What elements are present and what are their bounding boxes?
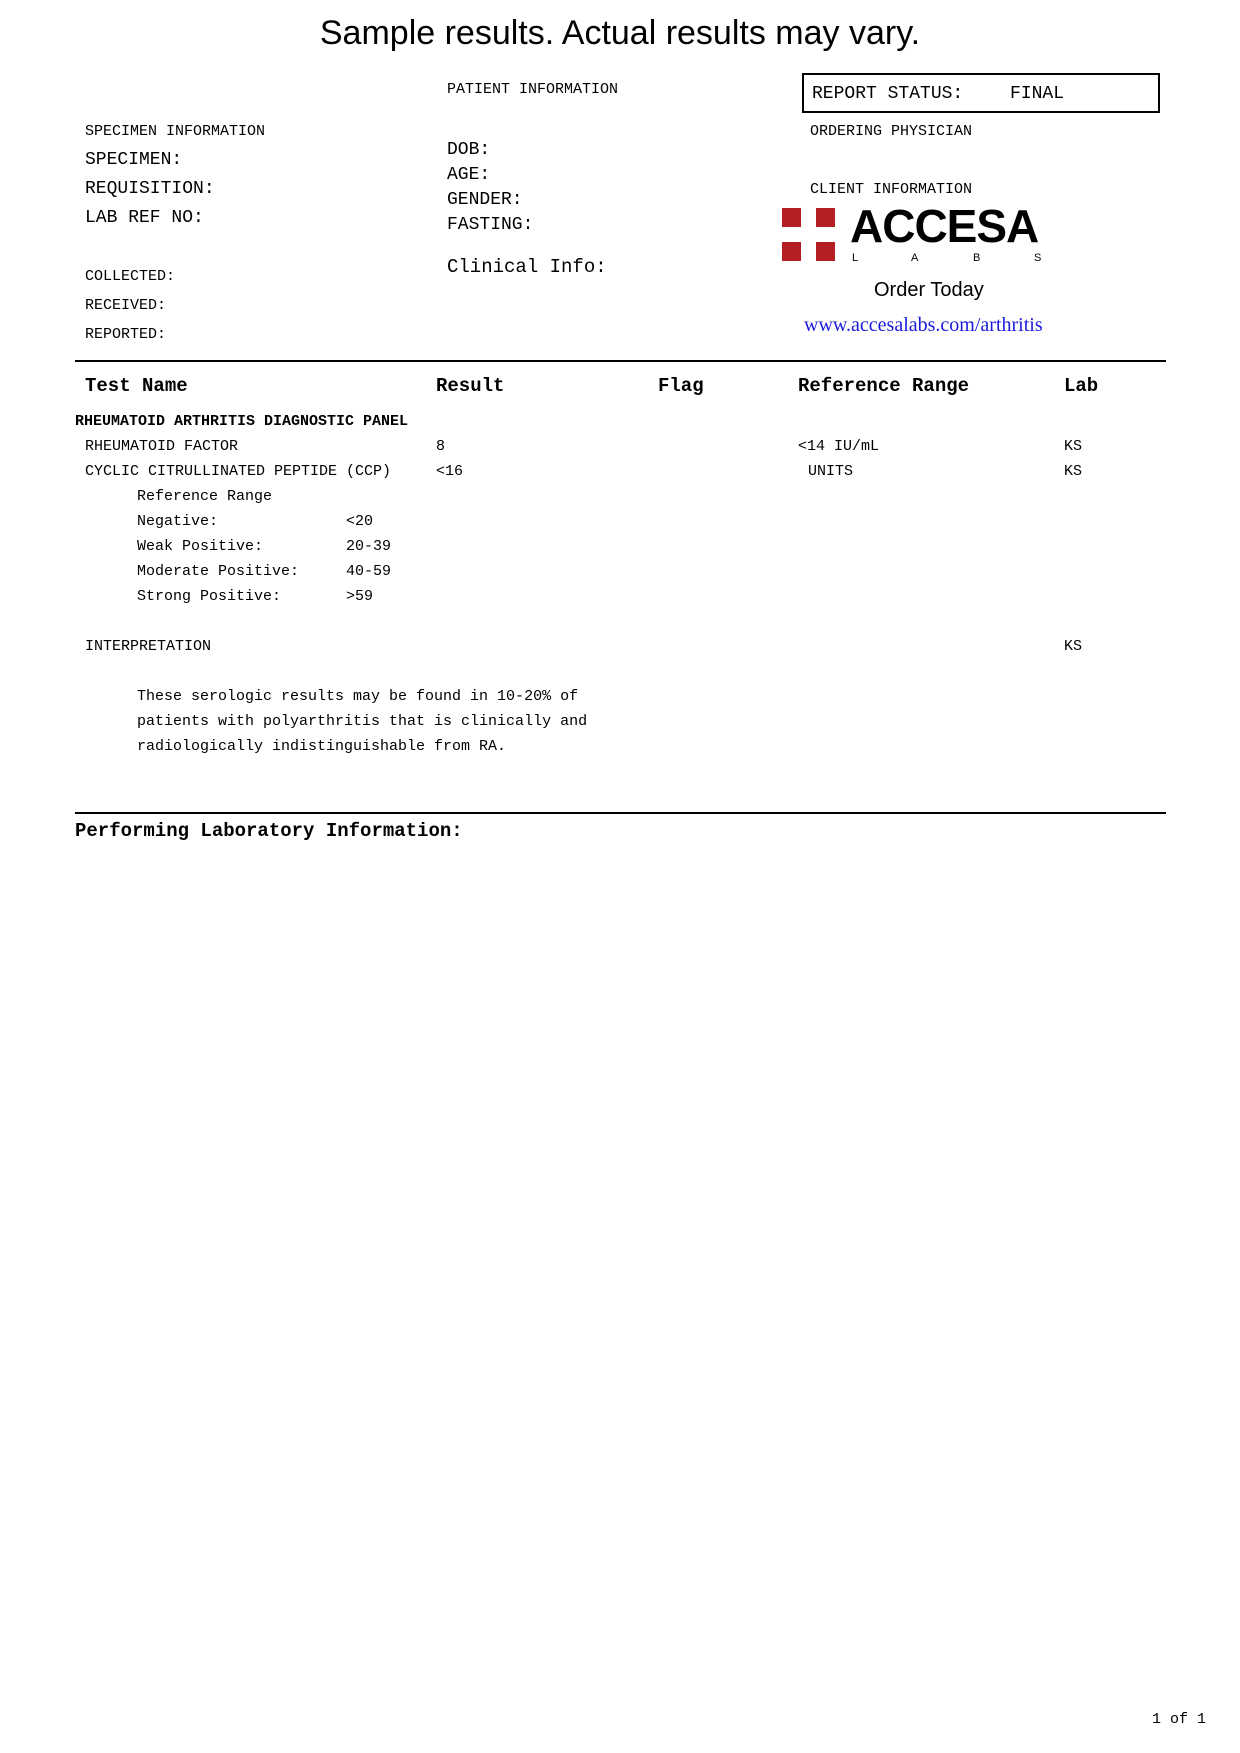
order-link[interactable]: www.accesalabs.com/arthritis [804, 314, 1043, 336]
test-lab: KS [1064, 438, 1083, 455]
panel-title: RHEUMATOID ARTHRITIS DIAGNOSTIC PANEL [75, 413, 409, 430]
sample-disclaimer: Sample results. Actual results may vary. [319, 14, 921, 52]
logo-sub-letter: A [911, 252, 919, 264]
logo-sub-letter: S [1034, 252, 1042, 264]
lab-ref-label: LAB REF NO: [85, 208, 204, 228]
specimen-info-heading: SPECIMEN INFORMATION [85, 123, 266, 140]
ref-range-value: 40-59 [346, 563, 392, 580]
interpretation-text: radiologically indistinguishable from RA. [137, 738, 507, 755]
ref-range-title: Reference Range [137, 488, 273, 505]
test-name: CYCLIC CITRULLINATED PEPTIDE (CCP) [85, 463, 392, 480]
test-reference-range: <14 IU/mL [798, 438, 880, 455]
test-name: RHEUMATOID FACTOR [85, 438, 239, 455]
ref-range-value: <20 [346, 513, 374, 530]
ref-range-value: 20-39 [346, 538, 392, 555]
col-header-flag: Flag [658, 375, 704, 397]
logo-square-icon [782, 242, 801, 261]
header-divider [75, 360, 1166, 362]
ref-range-value: >59 [346, 588, 374, 605]
logo-square-icon [782, 208, 801, 227]
report-status-label: REPORT STATUS: [812, 84, 964, 104]
footer-divider [75, 812, 1166, 814]
interpretation-text: patients with polyarthritis that is clinically and [137, 713, 588, 730]
logo-square-icon [816, 242, 835, 261]
client-info-heading: CLIENT INFORMATION [810, 181, 973, 198]
clinical-info-label: Clinical Info: [447, 256, 607, 278]
ref-range-label: Weak Positive: [137, 538, 264, 555]
col-header-result: Result [436, 375, 505, 397]
ref-range-label: Moderate Positive: [137, 563, 300, 580]
interpretation-text: These serologic results may be found in 10-20% of [137, 688, 579, 705]
col-header-test-name: Test Name [85, 375, 188, 397]
age-label: AGE: [447, 165, 491, 185]
test-lab: KS [1064, 463, 1083, 480]
patient-info-heading: PATIENT INFORMATION [447, 81, 619, 98]
interpretation-lab: KS [1064, 638, 1083, 655]
collected-label: COLLECTED: [85, 268, 176, 285]
page-number: 1 of 1 [1152, 1711, 1207, 1728]
order-today-label: Order Today [874, 279, 984, 301]
col-header-reference-range: Reference Range [798, 375, 970, 397]
logo-wordmark: ACCESA [850, 200, 1039, 252]
received-label: RECEIVED: [85, 297, 167, 314]
reported-label: REPORTED: [85, 326, 167, 343]
fasting-label: FASTING: [447, 215, 534, 235]
col-header-lab: Lab [1064, 375, 1099, 397]
test-result: 8 [436, 438, 446, 455]
test-reference-range: UNITS [808, 463, 854, 480]
ordering-physician-heading: ORDERING PHYSICIAN [810, 123, 973, 140]
performing-lab-heading: Performing Laboratory Information: [75, 820, 463, 842]
test-result: <16 [436, 463, 464, 480]
ref-range-label: Strong Positive: [137, 588, 282, 605]
logo-sub-letter: L [852, 252, 859, 264]
specimen-label: SPECIMEN: [85, 150, 183, 170]
requisition-label: REQUISITION: [85, 179, 215, 199]
gender-label: GENDER: [447, 190, 523, 210]
logo-sub-letter: B [973, 252, 981, 264]
report-status-value: FINAL [1010, 84, 1065, 104]
interpretation-label: INTERPRETATION [85, 638, 212, 655]
logo-square-icon [816, 208, 835, 227]
ref-range-label: Negative: [137, 513, 219, 530]
dob-label: DOB: [447, 140, 491, 160]
